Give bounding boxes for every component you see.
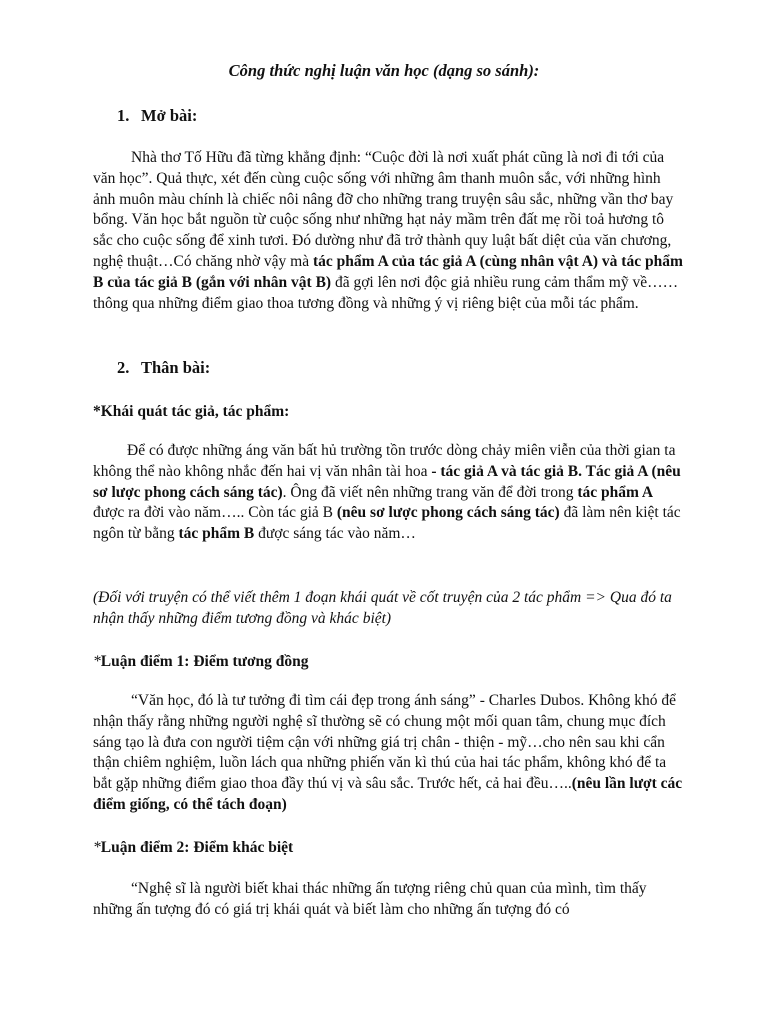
overview-heading: *Khái quát tác giả, tác phẩm:	[93, 403, 290, 420]
point1-heading	[93, 651, 309, 672]
note-paragraph: (Đối với truyện có thể viết thêm 1 đoạn khái quát về cốt truyện của 2 tác phẩm => Qua đó ta nhận thấy những điểm tương đồng và khác biệt)	[93, 589, 672, 627]
section-number: 2.	[117, 358, 130, 377]
overview-bold-4: tác phẩm B	[178, 525, 255, 543]
section-heading-body	[117, 357, 210, 379]
section-heading-intro	[117, 105, 197, 127]
point1-paragraph	[93, 691, 685, 816]
section-number: 1.	[117, 106, 130, 125]
point2-star: *	[93, 839, 101, 856]
point2-heading-text: Luận điểm 2: Điểm khác biệt	[100, 839, 294, 856]
section-label: Mở bài:	[141, 106, 198, 125]
intro-paragraph	[93, 148, 685, 314]
point2-heading	[93, 837, 293, 858]
document-title: Công thức nghị luận văn học (dạng so sánh):	[228, 61, 540, 80]
intro-bold-1: tác phẩm A của tác giả A (cùng nhân vật A) và tác phẩm B của tác giả B (gắn với nhân vật B)	[93, 252, 683, 291]
overview-bold-3: (nêu sơ lược phong cách sáng tác)	[336, 504, 560, 522]
overview-text-4: đã làm nên kiệt tác ngôn từ bằng	[93, 504, 681, 543]
overview-text-2: . Ông đã viết nên những trang văn để đời trong	[282, 483, 578, 501]
intro-text-2: đã gợi lên nơi độc giả nhiều rung cảm thẩm mỹ về……thông qua những điểm giao thoa tương đồng và những ý vị riêng biệt của mỗi tác phẩm.	[93, 273, 679, 312]
overview-bold-1: - tác giả A và tác giả B. Tác giả A (nêu sơ lược phong cách sáng tác)	[93, 462, 681, 501]
point1-heading-text: Luận điểm 1: Điểm tương đồng	[100, 653, 309, 670]
point2-text-1: “Nghệ sĩ là người biết khai thác những ấn tượng riêng chủ quan của mình, tìm thấy những ấn tượng đó có giá trị khái quát và biết làm cho những ấn tượng đó có	[93, 880, 647, 918]
overview-text-3: được ra đời vào năm….. Còn tác giả B	[93, 504, 337, 522]
overview-text-1: Để có được những áng văn bất hủ trường tồn trước dòng chảy miên viễn của thời gian ta không thể nào không nhắc đến hai vị văn nhân tài hoa	[93, 442, 676, 480]
intro-text-1: Nhà thơ Tố Hữu đã từng khẳng định: “Cuộc đời là nơi xuất phát cũng là nơi đi tới của văn học”. Quả thực, xét đến cùng cuộc sống với những âm thanh muôn sắc, với những hình ảnh muôn màu chính là chiếc nôi nâng đỡ cho những trang truyện sâu sắc, những vần thơ bay bổng. Văn học bắt nguồn từ cuộc sống như những hạt nảy mầm trên đất mẹ rồi toả hương tô sắc cho cuộc sống để xinh tươi. Đó dường như đã trở thành quy luật bất diệt của văn chương, nghệ thuật…Có chăng nhờ vậy mà	[93, 149, 674, 270]
point1-bold-1: (nêu lần lượt các điểm giống, có thể tách đoạn)	[93, 775, 683, 813]
point1-text-1: “Văn học, đó là tư tưởng đi tìm cái đẹp trong ánh sáng” - Charles Dubos. Không khó để nhận thấy rằng những người nghệ sĩ thường sẽ có chung một mối quan tâm, chung mục đích sáng tạo là đưa con người tiệm cận với những giá trị chân - thiện - mỹ…cho nên sau khi cẩn thận chiêm nghiệm, luồn lách qua những phiến văn kì thú của hai tác phẩm, không khó để ta bắt gặp những điểm giao thoa đầy thú vị và sâu sắc. Trước hết, cả hai đều…..	[93, 692, 676, 793]
overview-paragraph	[93, 441, 685, 545]
overview-text-5: được sáng tác vào năm…	[254, 525, 416, 543]
point2-paragraph	[93, 879, 685, 921]
section-label: Thân bài:	[141, 358, 211, 377]
point1-star: *	[93, 653, 101, 670]
overview-bold-2: tác phẩm A	[577, 483, 654, 501]
